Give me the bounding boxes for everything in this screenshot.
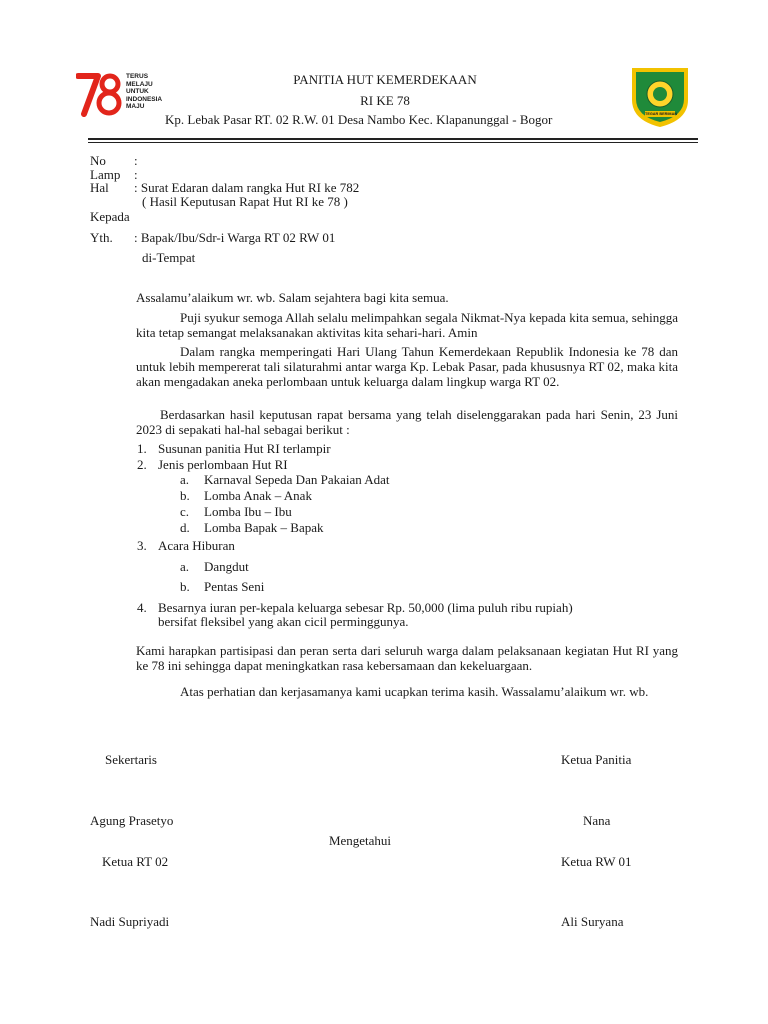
list-item-1: Susunan panitia Hut RI terlampir xyxy=(158,441,331,456)
list-item-1-num: 1. xyxy=(137,441,147,456)
yth-label: Yth. xyxy=(90,230,113,245)
no-value: : xyxy=(134,153,138,168)
sub-item-2a-label: a. xyxy=(180,472,190,487)
hal-value-2: ( Hasil Keputusan Rapat Hut RI ke 78 ) xyxy=(142,194,348,209)
lamp-label: Lamp xyxy=(90,167,121,182)
sub-item-2b-label: b. xyxy=(180,488,190,503)
logo-hut-78 xyxy=(76,70,176,120)
sub-item-2c: Lomba Ibu – Ibu xyxy=(204,504,292,519)
paragraph-3: Berdasarkan hasil keputusan rapat bersama yang telah diselenggarakan pada hari Senin, 23 Juni 2023 di sepakati hal-hal sebagai berikut : xyxy=(136,407,678,437)
kepada-label: Kepada xyxy=(90,209,130,224)
list-item-4-cont: bersifat fleksibel yang akan cicil perminggunya. xyxy=(158,614,409,629)
ketua-rt-title: Ketua RT 02 xyxy=(102,854,169,869)
paragraph-2: Dalam rangka memperingati Hari Ulang Tahun Kemerdekaan Republik Indonesia ke 78 dan untuk lebih mempererat tali silaturahmi antar warga Kp. Lebak Pasar, pada khususnya RT 02, maka kita akan mengadakan aneka perlombaan untuk keluarga dalam lingkup warga RT 02. xyxy=(136,344,678,389)
greeting: Assalamu’alaikum wr. wb. Salam sejahtera bagi kita semua. xyxy=(136,290,449,305)
list-item-2-num: 2. xyxy=(137,457,147,472)
yth-value: : Bapak/Ibu/Sdr-i Warga RT 02 RW 01 xyxy=(134,230,336,245)
sub-item-2a: Karnaval Sepeda Dan Pakaian Adat xyxy=(204,472,390,487)
sub-item-3b: Pentas Seni xyxy=(204,579,265,594)
hal-label: Hal xyxy=(90,180,109,195)
header-divider-thin xyxy=(88,142,698,143)
ketua-rw-title: Ketua RW 01 xyxy=(561,854,632,869)
logo-kabupaten-bogor xyxy=(628,64,692,130)
shield-emblem-icon xyxy=(628,64,692,130)
logo-tagline: TERUS MELAJU UNTUK INDONESIA MAJU xyxy=(126,73,163,110)
mengetahui-label: Mengetahui xyxy=(328,833,392,848)
lamp-value: : xyxy=(134,167,138,182)
sekretaris-title: Sekertaris xyxy=(105,752,157,767)
logo-78-icon xyxy=(76,70,124,120)
paragraph-4: Kami harapkan partisipasi dan peran serta dari seluruh warga dalam pelaksanaan kegiatan Hut RI yang ke 78 ini sehingga dapat meningkatkan rasa kebersamaan dan kekeluargaan. xyxy=(136,643,678,673)
header-address: Kp. Lebak Pasar RT. 02 R.W. 01 Desa Nambo Kec. Klapanunggal - Bogor xyxy=(165,112,553,127)
tempat: di-Tempat xyxy=(142,250,196,265)
header-subtitle: RI KE 78 xyxy=(360,93,410,108)
ketua-panitia-name: Nana xyxy=(583,813,611,828)
header-divider xyxy=(88,138,698,140)
paragraph-1: Puji syukur semoga Allah selalu melimpahkan segala Nikmat-Nya kepada kita semua, sehingga kita tetap semangat melaksanakan aktivitas kita sehari-hari. Amin xyxy=(136,310,678,340)
ketua-rw-name: Ali Suryana xyxy=(561,914,624,929)
list-item-3: Acara Hiburan xyxy=(158,538,235,553)
list-item-4: Besarnya iuran per-kepala keluarga sebesar Rp. 50,000 (lima puluh ribu rupiah) xyxy=(158,600,573,615)
sub-item-3b-label: b. xyxy=(180,579,190,594)
logo-motto: TEGAR BERIMAN xyxy=(645,112,678,116)
sekretaris-name: Agung Prasetyo xyxy=(90,813,174,828)
no-label: No xyxy=(90,153,106,168)
list-item-3-num: 3. xyxy=(137,538,147,553)
paragraph-5: Atas perhatian dan kerjasamanya kami ucapkan terima kasih. Wassalamu’alaikum wr. wb. xyxy=(180,684,649,699)
sub-item-2d: Lomba Bapak – Bapak xyxy=(204,520,324,535)
sub-item-3a: Dangdut xyxy=(204,559,249,574)
ketua-rt-name: Nadi Supriyadi xyxy=(90,914,170,929)
sub-item-2d-label: d. xyxy=(180,520,190,535)
sub-item-2c-label: c. xyxy=(180,504,190,519)
ketua-panitia-title: Ketua Panitia xyxy=(561,752,632,767)
list-item-2: Jenis perlombaan Hut RI xyxy=(158,457,288,472)
hal-value: : Surat Edaran dalam rangka Hut RI ke 782 xyxy=(134,180,360,195)
header-title: PANITIA HUT KEMERDEKAAN xyxy=(293,72,477,87)
list-item-4-num: 4. xyxy=(137,600,147,615)
sub-item-2b: Lomba Anak – Anak xyxy=(204,488,312,503)
sub-item-3a-label: a. xyxy=(180,559,190,574)
